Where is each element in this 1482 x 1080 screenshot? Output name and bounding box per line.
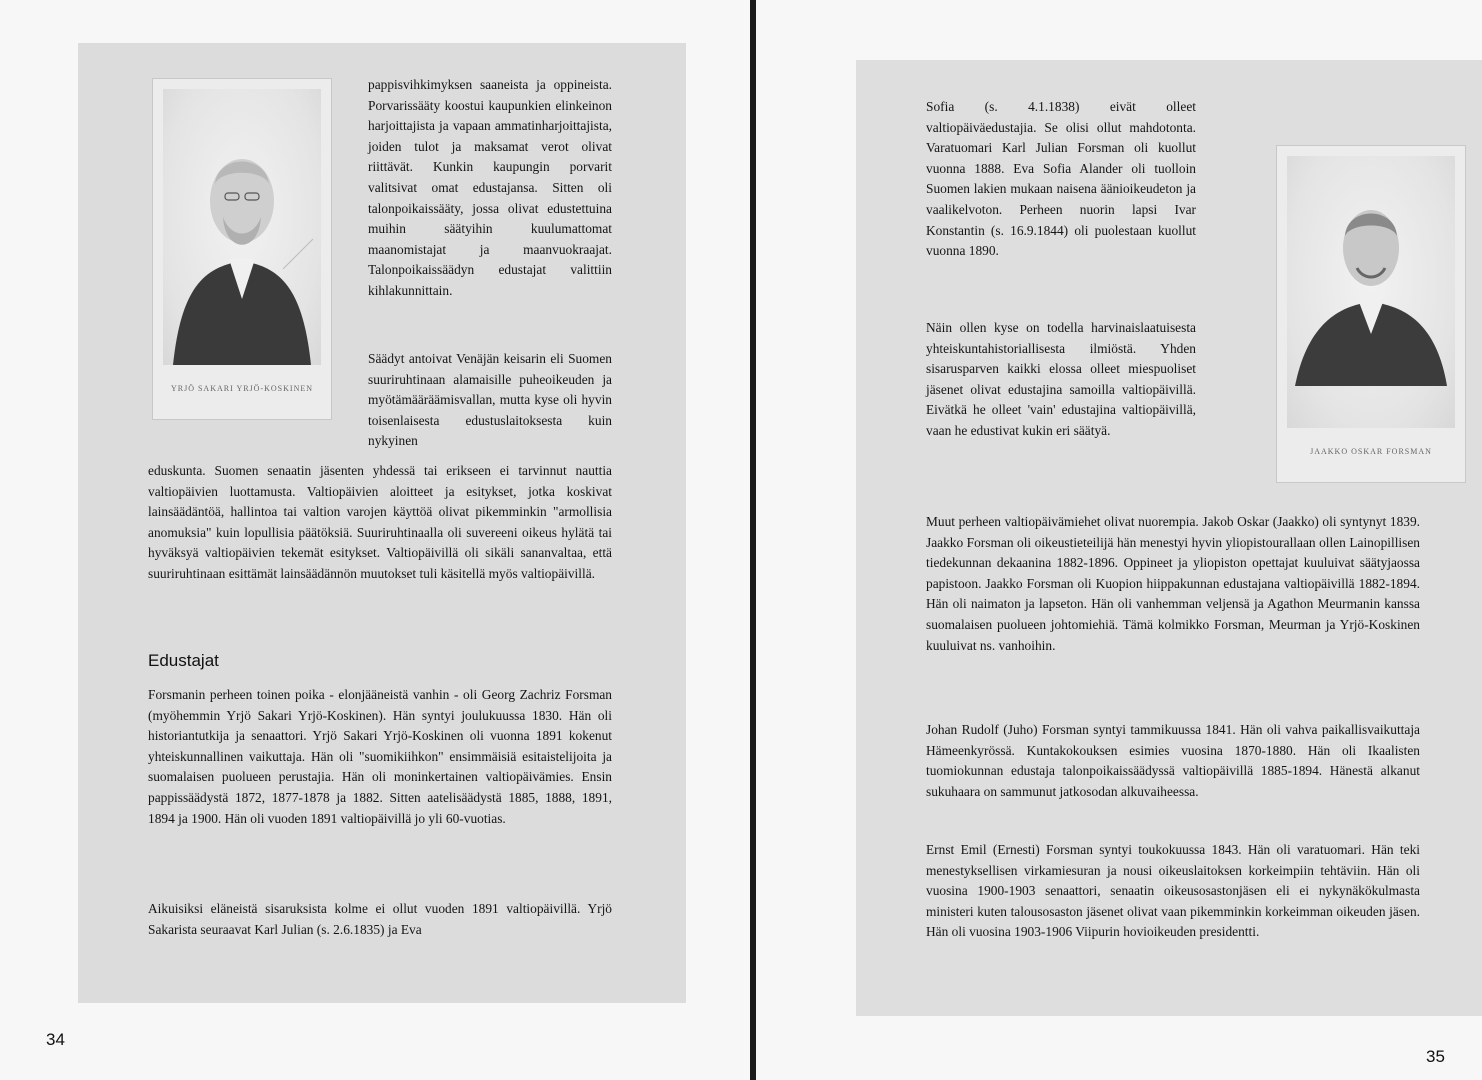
paragraph-4: Forsmanin perheen toinen poika - elonjääneistä vanhin - oli Georg Zachriz Forsman (myöhemmin Yrjö Sakari Yrjö-Koskinen). Hän syntyi joulukuussa 1830. Hän oli historiantutkija ja senaattori. Yrjö Sakari Yrjö-Koskinen oli vuonna 1891 kokenut yhteiskunnallinen vaikuttaja. Hän oli "suomikiihkon" ensimmäisiä esitaistelijoita ja suomalaisen puolueen perustajia. Hän oli moninkertainen valtiopäivämies. Ensin pappissäädystä 1872, 1877-1878 ja 1882. Sitten aatelisäädystä 1885, 1888, 1891, 1894 ja 1900. Hän oli vuoden 1891 valtiopäivillä jo yli 60-vuotias. xyxy=(148,687,612,826)
paragraph-3: Muut perheen valtiopäivämiehet olivat nuorempia. Jakob Oskar (Jaakko) oli syntynyt 1839. Jaakko Forsman oli oikeustieteilijä hän menestyi hyvin yliopistourallaan ollen Lainopillisen tiedekunnan dekaanina 1882-1896. Oppineet ja yliopiston opettajat kuuluivat säätyjaossa papistoon. Jaakko Forsman oli Kuopion hiippakunnan edustajana valtiopäivillä 1882-1894. Hän oli naimaton ja lapseton. Hän oli vanhemman veljensä ja Agathon Meurmanin kanssa suomalaisen puolueen johtomiehiä. Tämä kolmikko Forsman, Meurman ja Yrjö-Koskinen kuuluivat ns. vanhoihin. xyxy=(926,514,1420,653)
paragraph-4: Johan Rudolf (Juho) Forsman syntyi tammikuussa 1841. Hän oli vahva paikallisvaikuttaja Hämeenkyrössä. Kuntakokouksen esimies vuosina 1870-1880. Hän oli Ikaalisten tuomiokunnan edustaja talonpoikaissäädyssä valtiopäivillä 1885-1894. Hänestä alkanut sukuhaara on sammunut jatkosodan alkuvaiheessa. xyxy=(926,722,1420,799)
portrait-caption: JAAKKO OSKAR FORSMAN xyxy=(1310,447,1432,456)
portrait-yrjo-koskinen xyxy=(152,78,332,420)
portrait-figure xyxy=(1287,156,1455,428)
paragraph-5: Aikuisiksi eläneistä sisaruksista kolme ei ollut vuoden 1891 valtiopäivillä. Yrjö Sakarista seuraavat Karl Julian (s. 2.6.1835) ja Eva xyxy=(148,901,612,937)
section-heading: Edustajat xyxy=(148,651,219,670)
right-text-panel xyxy=(856,60,1482,1016)
portrait-jaakko-forsman xyxy=(1276,145,1466,483)
page-number: 34 xyxy=(46,1030,65,1049)
paragraph-5: Ernst Emil (Ernesti) Forsman syntyi toukokuussa 1843. Hän oli varatuomari. Hän teki menestyksellisen virkamiesuran ja nousi oikeuslaitoksen korkeimpiin tehtäviin. Hän oli vuosina 1900-1903 senaattori, senaatin oikeusosastonjäsen eli ei nykynäkökulmasta ministeri kuten talousosaston jäsenet olivat vaan pikemminkin korkeimman oikeuden jäsen. Hän oli vuosina 1903-1906 Viipurin hovioikeuden presidentti. xyxy=(926,842,1420,940)
portrait-caption: YRJÖ SAKARI YRJÖ-KOSKINEN xyxy=(170,384,314,393)
paragraph-1: Sofia (s. 4.1.1838) eivät olleet valtiopäiväedustajia. Se olisi ollut mahdotonta. Varatuomari Karl Julian Forsman oli kuollut vuonna 1888. Eva Sofia Alander oli tuolloin Suomen lakien mukaan naisena äänioikeudeton ja vaalikelvoton. Perheen nuorin lapsi Ivar Konstantin (s. 16.9.1844) oli puolestaan kuollut vuonna 1890. xyxy=(926,99,1196,259)
paragraph-2: Näin ollen kyse on todella harvinaislaatuisesta yhteiskuntahistoriallisesta ilmiöstä. Yhden sisarusparven kaikki elossa olleet miespuoliset jäsenet olivat edustajina samoilla valtiopäivillä. Eivätkä he olleet 'vain' edustajina valtiopäivillä, vaan he edustivat kukin eri säätyä. xyxy=(926,320,1196,438)
portrait-image xyxy=(1287,156,1455,428)
paragraph-1: pappisvihkimyksen saaneista ja oppineista. Porvarissääty koostui kaupunkien elinkeinon harjoittajista ja vapaan ammatinharjoittajista, joiden tulot ja maksamat verot olivat riittävät. Kunkin kaupungin porvarit valitsivat omat edustajansa. Sitten oli talonpoikaissääty, jossa olivat edustettuina muihin säätyihin kuulumattomat maanomistajat ja maanvuokraajat. Talonpoikaissäädyn edustajat valittiin kihlakunnittain. xyxy=(368,77,612,298)
page-number: 35 xyxy=(1426,1047,1445,1066)
portrait-image xyxy=(163,89,321,365)
left-text-panel xyxy=(78,43,686,1003)
paragraph-2: Säädyt antoivat Venäjän keisarin eli Suomen suuriruhtinaan alamaisille puheoikeuden ja myötämääräämisvallan, mutta kyse oli hyvin toisenlaisesta edustuslaitoksesta kuin nykyinen xyxy=(368,351,612,449)
portrait-figure xyxy=(163,89,321,365)
right-page xyxy=(756,0,1482,1080)
paragraph-3: eduskunta. Suomen senaatin jäsenten yhdessä tai erikseen ei tarvinnut nauttia valtiopäivien luottamusta. Valtiopäivien aloitteet ja esitykset, jotka koskivat lainsäädäntöä, hallintoa tai valtion varojen käyttöä olivat pikemminkin "armollisia anomuksia" kuin lopullisia päätöksiä. Suuriruhtinaalla oli suvereeni oikeus hylätä tai hyväksyä valtiopäivien tekemät esitykset. Valtiopäivillä oli sikäli sananvaltaa, että suuriruhtinaan esittämät lainsäädännön muutokset tuli käsitellä myös valtiopäivillä. xyxy=(148,463,612,581)
